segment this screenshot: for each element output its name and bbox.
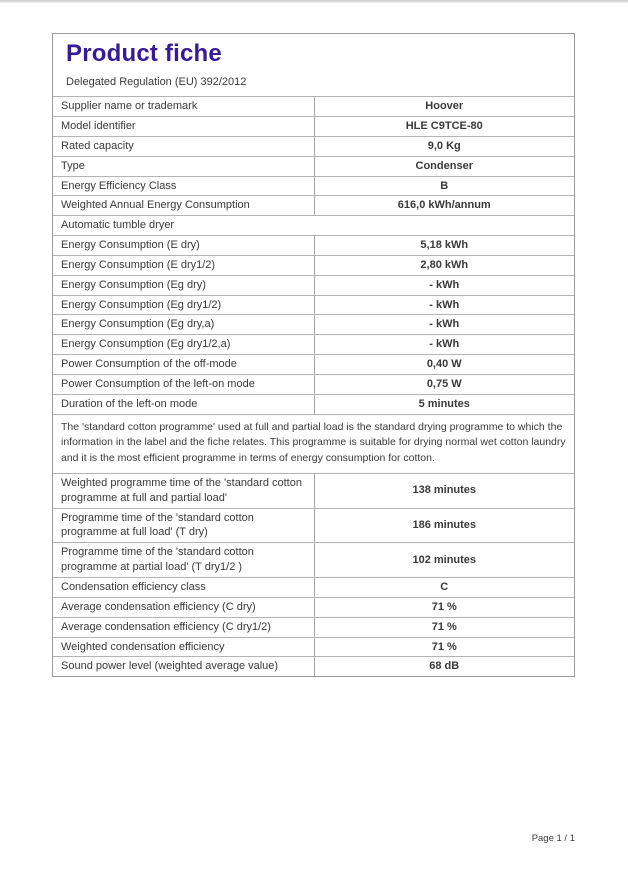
row-label: Programme time of the 'standard cotton programme at partial load' (T dry1/2 ) [61, 546, 254, 574]
row-value: 616,0 kWh/annum [314, 196, 575, 215]
row-value: - kWh [314, 335, 575, 354]
row-label: Energy Consumption (Eg dry1/2) [61, 298, 222, 311]
row-value: 9,0 Kg [314, 137, 575, 156]
row-label: Average condensation efficiency (C dry1/2) [61, 620, 271, 633]
table-row [53, 156, 574, 176]
table-row [53, 473, 574, 508]
row-value: 71 % [314, 598, 575, 617]
row-value: 138 minutes [314, 474, 575, 508]
row-value: - kWh [314, 276, 575, 295]
table-row [53, 334, 574, 354]
row-label: Type [61, 159, 85, 172]
table-row [53, 116, 574, 136]
row-label: Power Consumption of the left-on mode [61, 378, 255, 390]
row-label: Energy Consumption (Eg dry,a) [61, 318, 215, 331]
row-value: HLE C9TCE-80 [314, 117, 575, 136]
row-label: Energy Efficiency Class [61, 179, 177, 192]
row-value: 71 % [314, 638, 575, 657]
row-value: B [314, 177, 575, 196]
row-label: Weighted condensation efficiency [61, 640, 225, 653]
row-value: 0,75 W [314, 375, 575, 394]
section-row [53, 215, 574, 235]
row-label: Programme time of the 'standard cotton programme at full load' (T dry) [61, 511, 254, 539]
table-row [53, 176, 574, 196]
row-value: 102 minutes [314, 543, 575, 577]
table-row [53, 195, 574, 215]
table-row [53, 577, 574, 597]
table-row [53, 96, 574, 116]
table-row [53, 295, 574, 315]
table-row [53, 597, 574, 617]
table-row [53, 136, 574, 156]
row-value: - kWh [314, 296, 575, 315]
row-label: Energy Consumption (E dry) [61, 239, 200, 252]
row-value: C [314, 578, 575, 597]
page-title: Product fiche [66, 40, 222, 67]
row-label: Sound power level (weighted average value) [61, 660, 279, 673]
row-label: Condensation efficiency class [61, 581, 206, 593]
row-label: Energy Consumption (Eg dry) [61, 278, 206, 291]
table-row [53, 255, 574, 275]
table-row [53, 314, 574, 334]
row-value: 71 % [314, 618, 575, 637]
row-label: Automatic tumble dryer [61, 219, 175, 232]
table-row [53, 617, 574, 637]
table-row [53, 656, 574, 676]
fiche-header [53, 34, 574, 96]
page-top-shadow [0, 0, 628, 3]
note-row [53, 414, 574, 473]
row-value: 186 minutes [314, 509, 575, 543]
product-fiche-table [52, 33, 575, 677]
row-value: 2,80 kWh [314, 256, 575, 275]
regulation-subtitle: Delegated Regulation (EU) 392/2012 [66, 76, 247, 89]
table-row [53, 542, 574, 577]
table-row [53, 394, 574, 414]
note-text: The 'standard cotton programme' used at full and partial load is the standard drying programme to which the information in the label and the fiche relates. This programme is suitable for drying normal wet cotton laundry and it is the most efficient programme in terms of energy consumption for cotton. [61, 420, 566, 465]
row-value: 5 minutes [314, 395, 575, 414]
table-row [53, 275, 574, 295]
row-label: Energy Consumption (E dry1/2) [61, 258, 216, 271]
table-row [53, 508, 574, 543]
row-value: 5,18 kWh [314, 236, 575, 255]
row-value: - kWh [314, 315, 575, 334]
table-row [53, 354, 574, 374]
row-value: 0,40 W [314, 355, 575, 374]
row-label: Supplier name or trademark [61, 100, 198, 113]
page-number: Page 1 / 1 [531, 833, 575, 844]
table-row [53, 235, 574, 255]
fiche-rows [53, 96, 574, 676]
table-row [53, 374, 574, 394]
row-label: Weighted programme time of the 'standard cotton programme at full and partial load' [61, 476, 302, 504]
row-label: Model identifier [61, 120, 136, 133]
row-label: Power Consumption of the off-mode [61, 358, 237, 371]
row-label: Rated capacity [61, 139, 134, 152]
row-value: Condenser [314, 157, 575, 176]
row-label: Energy Consumption (Eg dry1/2,a) [61, 338, 231, 351]
row-label: Weighted Annual Energy Consumption [61, 199, 250, 212]
row-value: 68 dB [314, 657, 575, 676]
row-label: Duration of the left-on mode [61, 397, 198, 410]
table-row [53, 637, 574, 657]
row-label: Average condensation efficiency (C dry) [61, 600, 256, 613]
row-value: Hoover [314, 97, 575, 116]
